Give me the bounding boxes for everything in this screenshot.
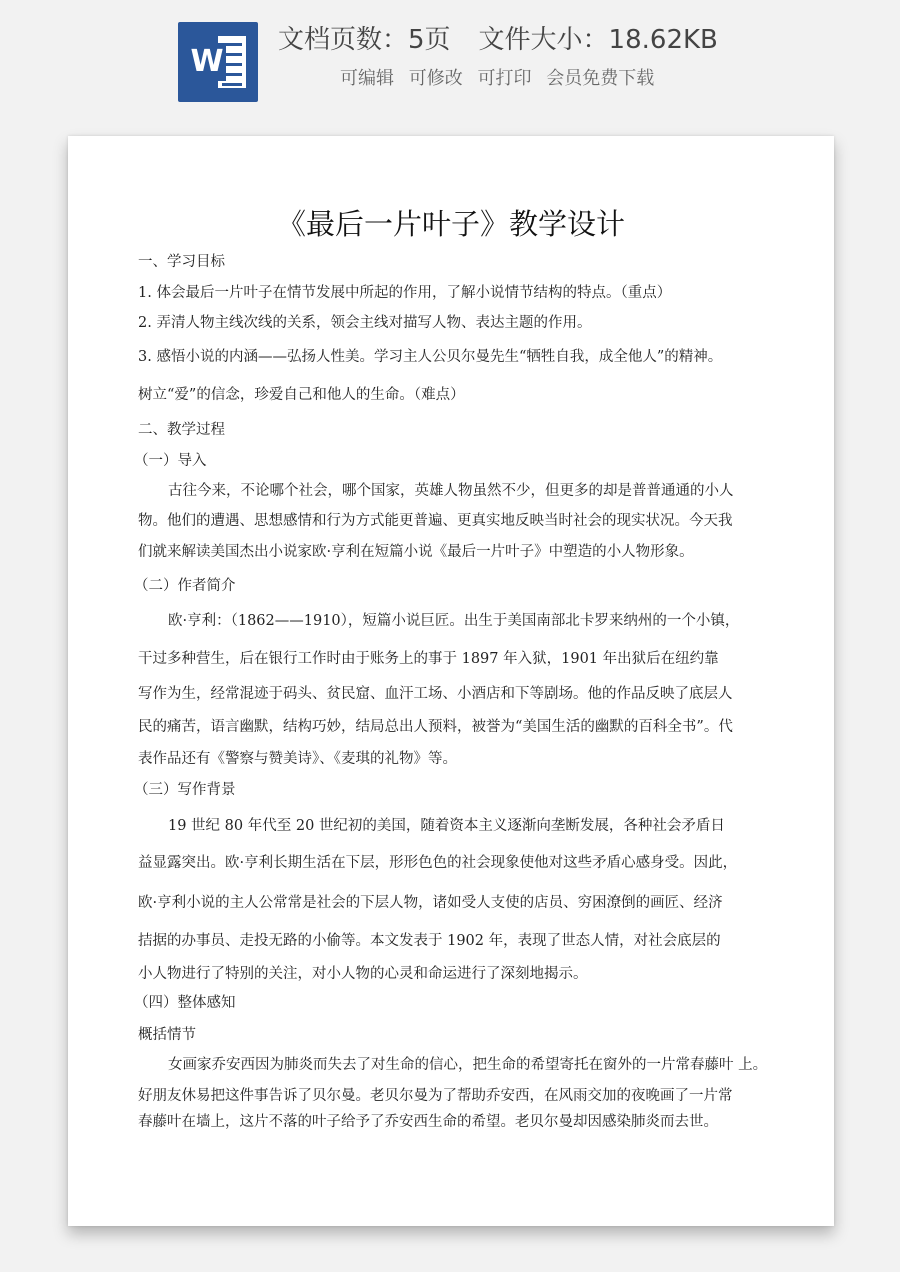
feature-editable: 可编辑 <box>340 68 394 89</box>
objective-item-1: 1. 体会最后一片叶子在情节发展中所起的作用，了解小说情节结构的特点。（重点） <box>138 285 672 301</box>
document-title: 《最后一片叶子》教学设计 <box>276 207 625 241</box>
feature-member-download: 会员免费下载 <box>546 68 655 89</box>
subsection-heading-intro: （一）导入 <box>134 453 207 469</box>
paragraph-line: 民的痛苦，语言幽默，结构巧妙，结局总出人预料，被誉为“美国生活的幽默的百科全书”。代 <box>138 719 733 735</box>
paragraph-line: 女画家乔安西因为肺炎而失去了对生命的信心，把生命的希望寄托在窗外的一片常春藤叶 上。 <box>168 1057 768 1073</box>
paragraph-line: 们就来解读美国杰出小说家欧·亨利在短篇小说《最后一片叶子》中塑造的小人物形象。 <box>138 544 694 560</box>
objective-item-3: 3. 感悟小说的内涵——弘扬人性美。学习主人公贝尔曼先生“牺牲自我，成全他人”的精神。 <box>138 349 723 365</box>
paragraph-line: 益显露突出。欧·亨利长期生活在下层，形形色色的社会现象使他对这些矛盾心感身受。因此， <box>138 855 738 871</box>
doc-stats <box>278 20 718 60</box>
feature-printable: 可打印 <box>477 68 532 89</box>
paragraph-line: 物。他们的遭遇、思想感情和行为方式能更普遍、更真实地反映当时社会的现实状况。今天我 <box>138 513 733 529</box>
word-document-icon <box>178 22 258 102</box>
objective-item-2: 2. 弄清人物主线次线的关系，领会主线对描写人物、表达主题的作用。 <box>138 315 592 331</box>
paragraph-line: 欧·亨利：（1862——1910），短篇小说巨匠。出生于美国南部北卡罗来纳州的一个小镇， <box>168 613 740 629</box>
paragraph-line: 好朋友休易把这件事告诉了贝尔曼。老贝尔曼为了帮助乔安西，在风雨交加的夜晚画了一片常 <box>138 1088 733 1104</box>
paragraph-line: 拮据的办事员、走投无路的小偷等。本文发表于 1902 年，表现了世态人情，对社会底层的 <box>138 933 721 949</box>
plot-summary-heading: 概括情节 <box>138 1027 196 1043</box>
paragraph-line: 表作品还有《警察与赞美诗》、《麦琪的礼物》等。 <box>138 751 457 767</box>
feature-modifiable: 可修改 <box>408 68 463 89</box>
paragraph-line: 干过多种营生，后在银行工作时由于账务上的事于 1897 年入狱，1901 年出狱后在纽约靠 <box>138 651 719 667</box>
paragraph-line: 写作为生，经常混迹于码头、贫民窟、血汗工场、小酒店和下等剧场。他的作品反映了底层人 <box>138 686 733 702</box>
paragraph-line: 小人物进行了特别的关注，对小人物的心灵和命运进行了深刻地揭示。 <box>138 966 588 982</box>
paragraph-line: 19 世纪 80 年代至 20 世纪初的美国，随着资本主义逐渐向垄断发展，各种社会矛盾日 <box>168 818 725 834</box>
document-page <box>68 136 834 1226</box>
word-icon-letter: W <box>188 43 226 81</box>
subsection-heading-overview: （四）整体感知 <box>134 995 236 1011</box>
objective-item-3-continued: 树立“爱”的信念，珍爱自己和他人的生命。（难点） <box>138 387 465 403</box>
doc-features <box>340 66 654 92</box>
file-size-label: 文件大小：18.62KB <box>478 25 718 55</box>
page-count-label: 文档页数：5页 <box>278 25 451 55</box>
paragraph-line: 古往今来，不论哪个社会，哪个国家，英雄人物虽然不少，但更多的却是普普通通的小人 <box>168 483 734 499</box>
subsection-heading-author: （二）作者简介 <box>134 578 236 594</box>
paragraph-line: 欧·亨利小说的主人公常常是社会的下层人物，诸如受人支使的店员、穷困潦倒的画匠、经济 <box>138 895 723 911</box>
section-heading-process: 二、教学过程 <box>138 422 225 438</box>
paragraph-line: 春藤叶在墙上，这片不落的叶子给予了乔安西生命的希望。老贝尔曼却因感染肺炎而去世。 <box>138 1114 718 1130</box>
subsection-heading-background: （三）写作背景 <box>134 782 236 798</box>
doc-info-header <box>0 0 900 120</box>
section-heading-objectives: 一、学习目标 <box>138 254 225 270</box>
